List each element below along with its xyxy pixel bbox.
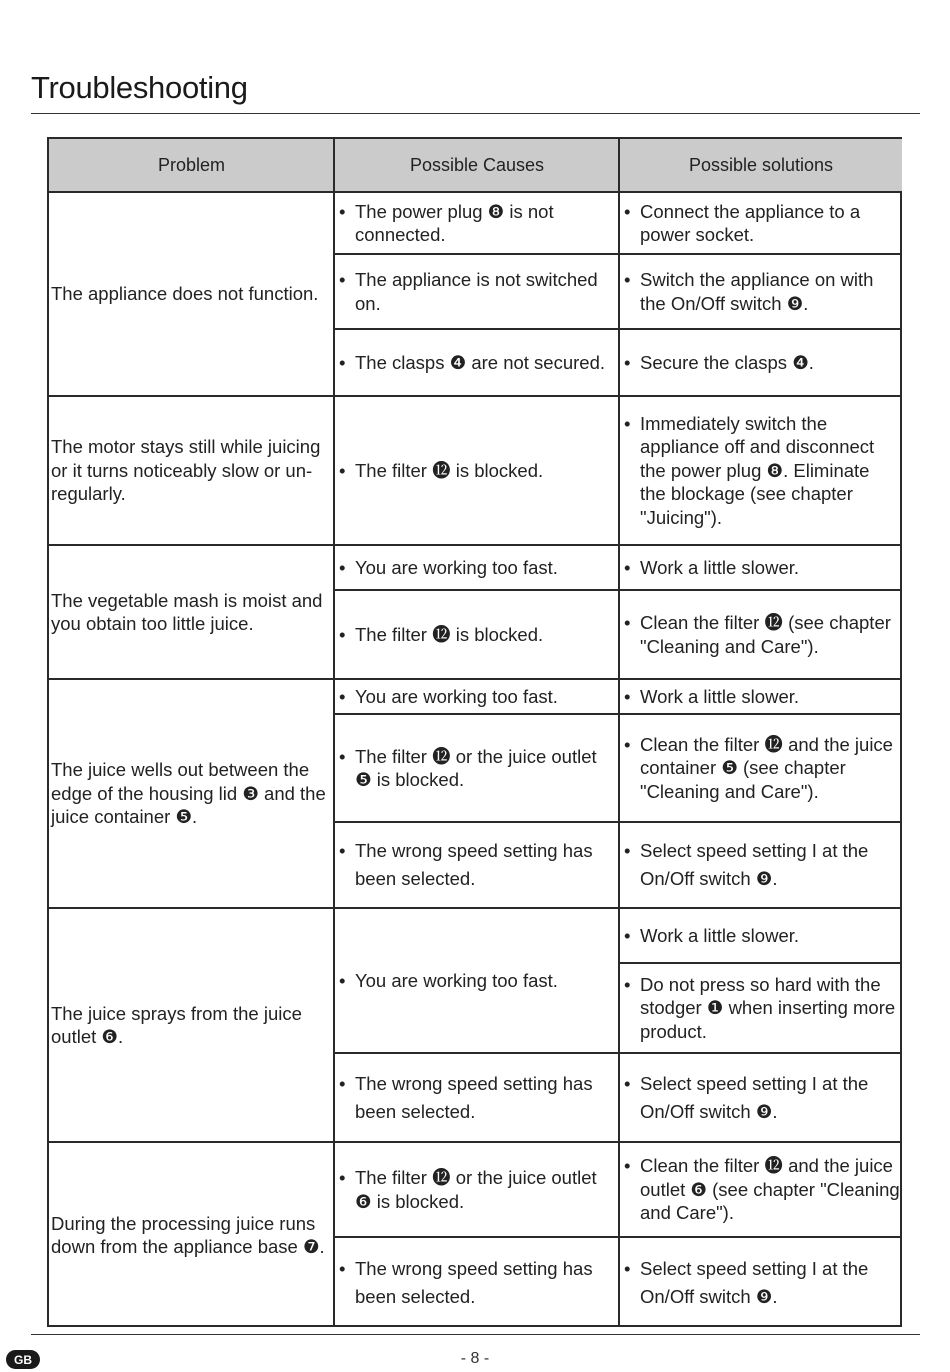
- solution-cell: • Do not press so hard with the stodger ❶ when inserting more product.: [620, 964, 902, 1052]
- cause-cell: • The wrong speed setting has been selected.: [335, 1054, 618, 1141]
- cause-text: You are working too fast.: [355, 556, 558, 578]
- cause-cell: • The filter ⓬ or the juice outlet ❺ is blocked.: [335, 715, 618, 821]
- solution-text: Immediately switch the appliance off and disconnect the power plug ❽. Eliminate the blockage (see chapter "Juicing").: [640, 412, 875, 528]
- problem-cell: The vegetable mash is moist and you obtain too little juice.: [51, 589, 323, 634]
- solution-cell: • Connect the appliance to a power socket.: [620, 193, 902, 253]
- cause-cell: • The filter ⓬ or the juice outlet ❻ is blocked.: [335, 1143, 618, 1236]
- cause-text: The wrong speed setting has been selected.: [355, 840, 593, 889]
- page-number: - 8 -: [460, 1350, 490, 1367]
- solution-text: Clean the filter ⓬ (see chapter "Cleaning and Care").: [640, 612, 891, 657]
- cause-cell: • You are working too fast.: [335, 680, 618, 713]
- problem-cell: The juice sprays from the juice outlet ❻.: [51, 1002, 302, 1047]
- cause-text: You are working too fast.: [355, 685, 558, 707]
- cause-text: The filter ⓬ is blocked.: [355, 459, 544, 481]
- problem-cell: The juice wells out between the edge of the housing lid ❸ and the juice container ❺.: [51, 759, 326, 828]
- page-title: Troubleshooting: [31, 70, 248, 105]
- solution-cell: • Clean the filter ⓬ (see chapter "Cleaning and Care").: [620, 591, 902, 678]
- header-solutions: Possible solutions: [620, 139, 902, 191]
- solution-cell: • Work a little slower.: [620, 546, 902, 589]
- solution-text: Clean the filter ⓬ and the juice outlet ❻ (see chapter "Cleaning and Care").: [640, 1155, 900, 1224]
- solution-text: Secure the clasps ❹.: [640, 351, 814, 373]
- solution-text: Work a little slower.: [640, 556, 800, 578]
- solution-text: Do not press so hard with the stodger ❶ when inserting more product.: [640, 973, 896, 1042]
- solution-cell: • Immediately switch the appliance off and disconnect the power plug ❽. Eliminate the blockage (see chapter "Juicing").: [620, 397, 902, 544]
- solution-text: Switch the appliance on with the On/Off switch ❾.: [640, 269, 874, 314]
- cause-text: The appliance is not switched on.: [355, 269, 598, 314]
- solution-cell: • Clean the filter ⓬ and the juice container ❺ (see chapter "Cleaning and Care").: [620, 715, 902, 821]
- solution-cell: • Work a little slower.: [620, 909, 902, 962]
- solution-text: Clean the filter ⓬ and the juice container ❺ (see chapter "Cleaning and Care").: [640, 733, 893, 802]
- cause-cell: • You are working too fast.: [335, 546, 618, 589]
- cause-text: The power plug ❽ is not connected.: [355, 200, 554, 245]
- solution-text: Select speed setting I at the On/Off switch ❾.: [640, 1072, 869, 1122]
- header-problem: Problem: [49, 139, 334, 191]
- cause-text: You are working too fast.: [355, 969, 558, 991]
- title-divider: [31, 113, 920, 114]
- solution-cell: • Secure the clasps ❹.: [620, 330, 902, 395]
- solution-cell: • Clean the filter ⓬ and the juice outlet ❻ (see chapter "Cleaning and Care").: [624, 1155, 900, 1224]
- cause-text: The wrong speed setting has been selected.: [355, 1072, 593, 1122]
- cause-text: The filter ⓬ or the juice outlet ❻ is blocked.: [355, 1167, 597, 1212]
- solution-text: Select speed setting I at the On/Off switch ❾.: [640, 840, 869, 889]
- solution-cell: • Select speed setting I at the On/Off switch ❾.: [620, 823, 902, 907]
- cause-cell: • The wrong speed setting has been selected.: [335, 1238, 618, 1327]
- cause-text: The filter ⓬ or the juice outlet ❺ is blocked.: [355, 745, 597, 790]
- cause-cell: • The filter ⓬ is blocked.: [335, 397, 618, 544]
- cause-cell: • The wrong speed setting has been selected.: [335, 823, 618, 907]
- cause-cell: • You are working too fast.: [335, 909, 618, 1052]
- solution-cell: • Work a little slower.: [620, 680, 902, 713]
- cause-cell: • The appliance is not switched on.: [335, 255, 618, 328]
- solution-cell: • Switch the appliance on with the On/Off switch ❾.: [620, 255, 902, 328]
- language-badge: GB: [6, 1350, 40, 1369]
- problem-cell: During the processing juice runs down from the appliance base ❼.: [51, 1212, 325, 1257]
- footer-divider: [31, 1334, 920, 1335]
- cause-text: The filter ⓬ is blocked.: [355, 623, 544, 645]
- solution-text: Select speed setting I at the On/Off switch ❾.: [640, 1257, 869, 1307]
- troubleshooting-table: [47, 137, 902, 1327]
- solution-text: Connect the appliance to a power socket.: [640, 200, 861, 245]
- problem-cell: The appliance does not function.: [51, 283, 319, 305]
- cause-cell: • The clasps ❹ are not secured.: [335, 330, 618, 395]
- solution-cell: • Select speed setting I at the On/Off switch ❾.: [620, 1238, 902, 1327]
- header-causes: Possible Causes: [335, 139, 619, 191]
- cause-cell: • The filter ⓬ is blocked.: [335, 591, 618, 678]
- solution-cell: • Select speed setting I at the On/Off switch ❾.: [620, 1054, 902, 1141]
- solution-text: Work a little slower.: [640, 924, 800, 946]
- cause-text: The clasps ❹ are not secured.: [355, 351, 606, 373]
- problem-cell: The motor stays still while juicing or it turns noticeably slow or un-regularly.: [51, 436, 321, 505]
- cause-cell: • The power plug ❽ is not connected.: [335, 193, 618, 253]
- solution-text: Work a little slower.: [640, 685, 800, 707]
- cause-text: The wrong speed setting has been selected.: [355, 1257, 593, 1307]
